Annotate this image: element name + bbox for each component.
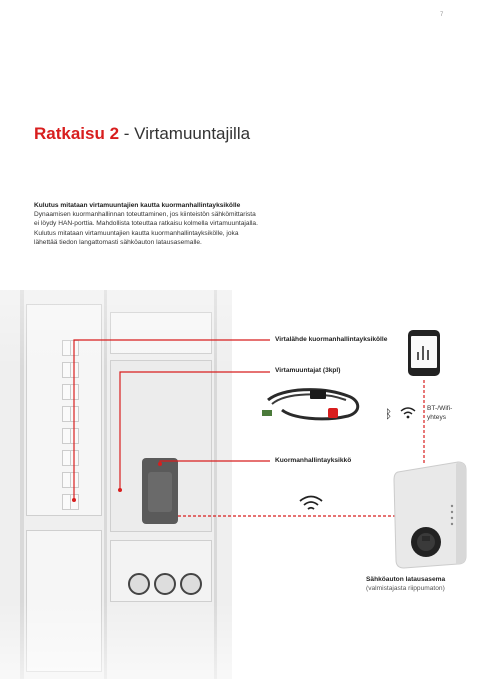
photo-fade xyxy=(0,290,232,679)
connectivity-label xyxy=(427,404,452,422)
charger-note: (valmistajasta riippumaton) xyxy=(366,585,445,592)
intro-line: Kulutus mitataan virtamuuntajien kautta kuormanhallintayksikölle, joka xyxy=(34,229,239,237)
phone-screen xyxy=(411,336,437,368)
charger-caption xyxy=(366,575,445,593)
wifi-icon xyxy=(400,406,416,420)
intro-lead: Kulutus mitataan virtamuuntajien kautta kuormanhallintayksikölle xyxy=(34,202,241,209)
connectivity-line: yhteys xyxy=(427,414,447,421)
phone-bar xyxy=(417,352,419,360)
title-text: Virtamuuntajilla xyxy=(134,124,251,143)
charger-name: Sähköauton latausasema xyxy=(366,576,446,583)
page-number: 7 xyxy=(440,12,444,18)
callout-power-source: Virtalähde kuormanhallintayksikölle xyxy=(275,336,388,343)
ev-charger xyxy=(388,460,470,570)
wifi-icon xyxy=(298,494,324,514)
connectivity-line: BT-/Wifi- xyxy=(427,405,453,412)
electrical-cabinet-photo xyxy=(0,290,232,679)
intro-text xyxy=(34,201,334,247)
page-title xyxy=(34,124,250,144)
intro-line: lähettää tiedon langattomasti sähköauton latausasemalle. xyxy=(34,238,202,246)
current-transformers-cable xyxy=(262,382,366,428)
title-prefix: Ratkaisu 2 xyxy=(34,124,120,143)
intro-line: Dynaamisen kuormanhallinnan toteuttaminen, jos kiinteistön sähkömittarista xyxy=(34,211,256,219)
phone-bar xyxy=(422,346,424,360)
title-separator: - xyxy=(119,124,135,143)
load-management-unit xyxy=(142,458,178,524)
phone-bar xyxy=(427,350,429,360)
callout-current-transformers: Virtamuuntajat (3kpl) xyxy=(275,367,341,374)
intro-line: ei löydy HAN-porttia. Mahdollista toteuttaa ratkaisu kolmella virtamuuntajalla. xyxy=(34,220,258,228)
bluetooth-icon: ᛒ xyxy=(385,407,393,421)
smartphone xyxy=(408,330,440,376)
callout-load-unit: Kuormanhallintayksikkö xyxy=(275,457,352,464)
